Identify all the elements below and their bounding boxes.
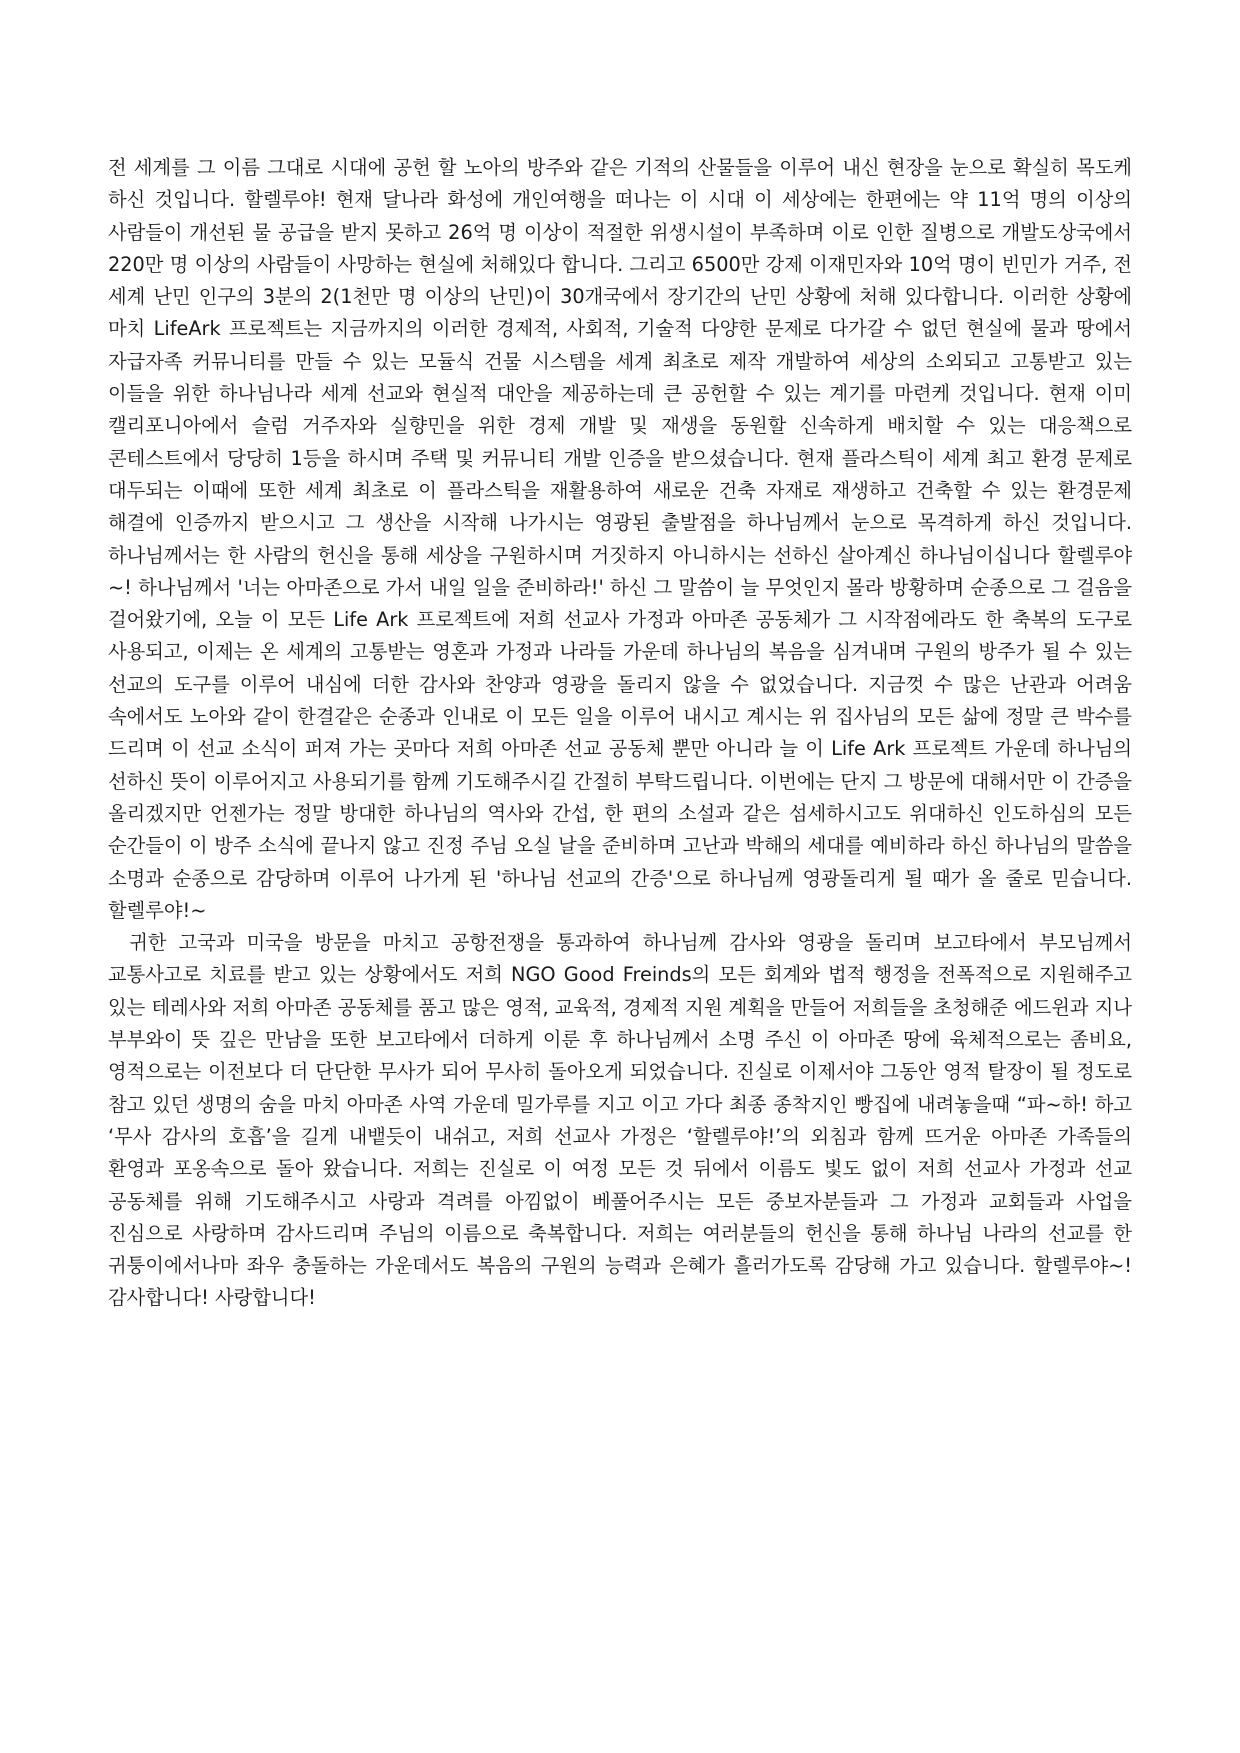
paragraph-return-thanks: 귀한 고국과 미국을 방문을 마치고 공항전쟁을 통과하여 하나님께 감사와 영광을 돌리며 보고타에서 부모님께서 교통사고로 치료를 받고 있는 상황에서도 저희 NGO Good Freinds의 모든 회계와 법적 행정을 전폭적으로 지원해주고 있는 테레사와 저희 아마존 공동체를 품고 많은 영적, 교육적, 경제적 지원 계획을 만들어 저희들을 초청해준 에드윈과 지나 부부와이 뜻 깊은 만남을 또한 보고타에서 더하게 이룬 후 하나님께서 소명 주신 이 아마존 땅에 육체적으로는 좀비요, 영적으로는 이전보다 더 단단한 무사가 되어 무사히 돌아오게 되었습니다. 진실로 이제서야 그동안 영적 탈장이 될 정도로 참고 있던 생명의 숨을 마치 아마존 사역 가운데 밀가루를 지고 이고 가다 최종 종착지인 빵집에 내려놓을때 “파~하! 하고 ‘무사 감사의 호흡’을 길게 내뱉듯이 내쉬고, 저희 선교사 가정은 ‘할렐루야!’의 외침과 함께 뜨거운 아마존 가족들의 환영과 포옹속으로 돌아 왔습니다. 저희는 진실로 이 여정 모든 것 뒤에서 이름도 빛도 없이 저희 선교사 가정과 선교 공동체를 위해 기도해주시고 사랑과 격려를 아낌없이 베풀어주시는 모든 중보자분들과 그 가정과 교회들과 사업을 진심으로 사랑하며 감사드리며 주님의 이름으로 축복합니다. 저희는 여러분들의 헌신을 통해 하나님 나라의 선교를 한 귀퉁이에서나마 좌우 충돌하는 가운데서도 복음의 구원의 능력과 은혜가 흘러가도록 감당해 가고 있습니다. 할렐루야~! 감사합니다! 사랑합니다! bbox=[108, 931, 1132, 1310]
body-text bbox=[108, 152, 1132, 1315]
paragraph-lifeark-testimony: 전 세계를 그 이름 그대로 시대에 공헌 할 노아의 방주와 같은 기적의 산물들을 이루어 내신 현장을 눈으로 확실히 목도케 하신 것입니다. 할렐루야! 현재 달나라 화성에 개인여행을 떠나는 이 시대 이 세상에는 한편에는 약 11억 명의 이상의 사람들이 개선된 물 공급을 받지 못하고 26억 명 이상이 적절한 위생시설이 부족하며 이로 인한 질병으로 개발도상국에서 220만 명 이상의 사람들이 사망하는 현실에 처해있다 합니다. 그리고 6500만 강제 이재민자와 10억 명이 빈민가 거주, 전 세계 난민 인구의 3분의 2(1천만 명 이상의 난민)이 30개국에서 장기간의 난민 상황에 처해 있다합니다. 이러한 상황에 마치 LifeArk 프로젝트는 지금까지의 이러한 경제적, 사회적, 기술적 다양한 문제로 다가갈 수 없던 현실에 물과 땅에서 자급자족 커뮤니티를 만들 수 있는 모듈식 건물 시스템을 세계 최초로 제작 개발하여 세상의 소외되고 고통받고 있는 이들을 위한 하나님나라 세계 선교와 현실적 대안을 제공하는데 큰 공헌할 수 있는 계기를 마련케 것입니다. 현재 이미 캘리포니아에서 슬럼 거주자와 실향민을 위한 경제 개발 및 재생을 동원할 신속하게 배치할 수 있는 대응책으로 콘테스트에서 당당히 1등을 하시며 주택 및 커뮤니티 개발 인증을 받으셨습니다. 현재 플라스틱이 세계 최고 환경 문제로 대두되는 이때에 또한 세계 최초로 이 플라스틱을 재활용하여 새로운 건축 자재로 재생하고 건축할 수 있는 환경문제 해결에 인증까지 받으시고 그 생산을 시작해 나가시는 영광된 출발점을 하나님께서 눈으로 목격하게 하신 것입니다. 하나님께서는 한 사람의 헌신을 통해 세상을 구원하시며 거짓하지 아니하시는 선하신 살아계신 하나님이십니다 할렐루야~! 하나님께서 '너는 아마존으로 가서 내일 일을 준비하라!' 하신 그 말씀이 늘 무엇인지 몰라 방황하며 순종으로 그 걸음을 걸어왔기에, 오늘 이 모든 Life Ark 프로젝트에 저희 선교사 가정과 아마존 공동체가 그 시작점에라도 한 축복의 도구로 사용되고, 이제는 온 세계의 고통받는 영혼과 가정과 나라들 가운데 하나님의 복음을 심겨내며 구원의 방주가 될 수 있는 선교의 도구를 이루어 내심에 더한 감사와 찬양과 영광을 돌리지 않을 수 없었습니다. 지금껏 수 많은 난관과 어려움 속에서도 노아와 같이 한결같은 순종과 인내로 이 모든 일을 이루어 내시고 계시는 위 집사님의 모든 삶에 정말 큰 박수를 드리며 이 선교 소식이 퍼져 가는 곳마다 저희 아마존 선교 공동체 뿐만 아니라 늘 이 Life Ark 프로젝트 가운데 하나님의 선하신 뜻이 이루어지고 사용되기를 함께 기도해주시길 간절히 부탁드립니다. 이번에는 단지 그 방문에 대해서만 이 간증을 올리겠지만 언젠가는 정말 방대한 하나님의 역사와 간섭, 한 편의 소설과 같은 섬세하시고도 위대하신 인도하심의 모든 순간들이 이 방주 소식에 끝나지 않고 진정 주님 오실 날을 준비하며 고난과 박해의 세대를 예비하라 하신 하나님의 말씀을 소명과 순종으로 감당하며 이루어 나가게 된 '하나님 선교의 간증'으로 하나님께 영광돌리게 될 때가 올 줄로 믿습니다. 할렐루야!~ bbox=[108, 156, 1132, 922]
